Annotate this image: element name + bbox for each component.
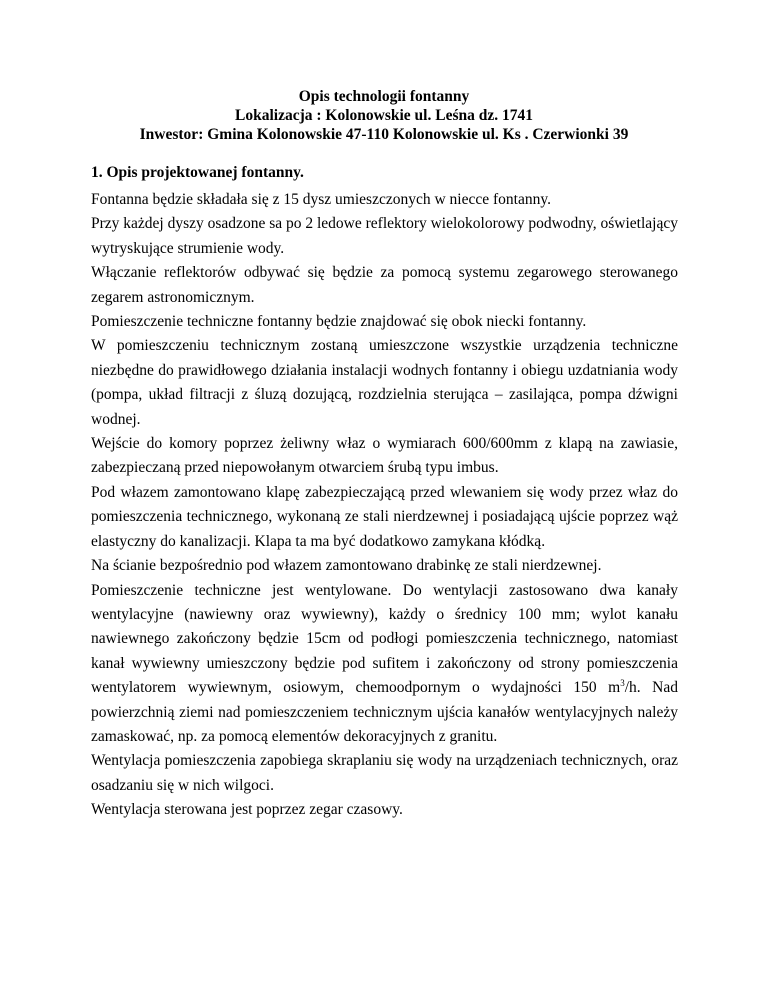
ventilation-text-end: /h. Nad powierzchnią ziemi nad pomieszczeniem technicznym ujścia kanałów wentylacyjnych należy zamaskować, np. za pomocą elementów dekoracyjnych z granitu. — [91, 679, 678, 745]
document-header — [0, 87, 768, 144]
ventilation-text-start: Pomieszczenie techniczne jest wentylowane. Do wentylacji zastosowano dwa kanały wentylacyjne (nawiewny oraz wywiewny), każdy o średnicy 100 mm; wylot kanału nawiewnego zakończony będzie 15cm od podłogi pomieszczenia technicznego, natomiast kanał wywiewny umieszczony będzie pod sufitem i zakończony od strony pomieszczenia wentylatorem wywiewnym, osiowym, chemoodpornym o wydajności 150 m — [91, 581, 678, 697]
investor-line: Inwestor: Gmina Kolonowskie 47-110 Kolonowskie ul. Ks . Czerwionki 39 — [139, 126, 629, 143]
paragraph-reflectors: Przy każdej dyszy osadzone sa po 2 ledowe reflektory wielokolorowy podwodny, oświetlający wytryskujące strumienie wody. — [91, 215, 678, 257]
paragraph-ventilation — [91, 579, 678, 750]
paragraph-timer: Wentylacja sterowana jest poprzez zegar czasowy. — [91, 801, 403, 819]
paragraph-nozzles: Fontanna będzie składała się z 15 dysz umieszczonych w niecce fontanny. — [91, 191, 551, 208]
location-line: Lokalizacja : Kolonowskie ul. Leśna dz. 1741 — [235, 107, 533, 124]
section-body — [91, 188, 678, 823]
document-title: Opis technologii fontanny — [298, 88, 470, 105]
paragraph-technical-room: Pomieszczenie techniczne fontanny będzie znajdować się obok niecki fontanny. — [91, 313, 587, 331]
paragraph-ladder: Na ścianie bezpośrednio pod włazem zamontowano drabinkę ze stali nierdzewnej. — [91, 557, 602, 575]
paragraph-safety-flap: Pod włazem zamontowano klapę zabezpieczającą przed wlewaniem się wody przez właz do pomieszczenia technicznego, wykonaną ze stali nierdzewnej i posiadającą ujście poprzez wąż elastyczny do kanalizacji. Klapa ta ma być dodatkowo zamykana kłódką. — [91, 483, 678, 550]
cubic-superscript: 3 — [620, 677, 625, 688]
paragraph-condensation: Wentylacja pomieszczenia zapobiega skraplaniu się wody na urządzeniach technicznych, oraz osadzaniu się w nich wilgoci. — [91, 752, 678, 794]
paragraph-equipment: W pomieszczeniu technicznym zostaną umieszczone wszystkie urządzenia techniczne niezbędne do prawidłowego działania instalacji wodnych fontanny i obiegu uzdatniania wody (pompa, układ filtracji z śluzą dozującą, rozdzielnia sterująca – zasilająca, pompa dźwigni wodnej. — [91, 337, 678, 428]
section-heading: 1. Opis projektowanej fontanny. — [91, 164, 304, 181]
paragraph-hatch: Wejście do komory poprzez żeliwny właz o wymiarach 600/600mm z klapą na zawiasie, zabezpieczaną przed niepowołanym otwarciem śrubą typu imbus. — [91, 435, 678, 477]
paragraph-clock-control: Włączanie reflektorów odbywać się będzie za pomocą systemu zegarowego sterowanego zegarem astronomicznym. — [91, 264, 678, 306]
